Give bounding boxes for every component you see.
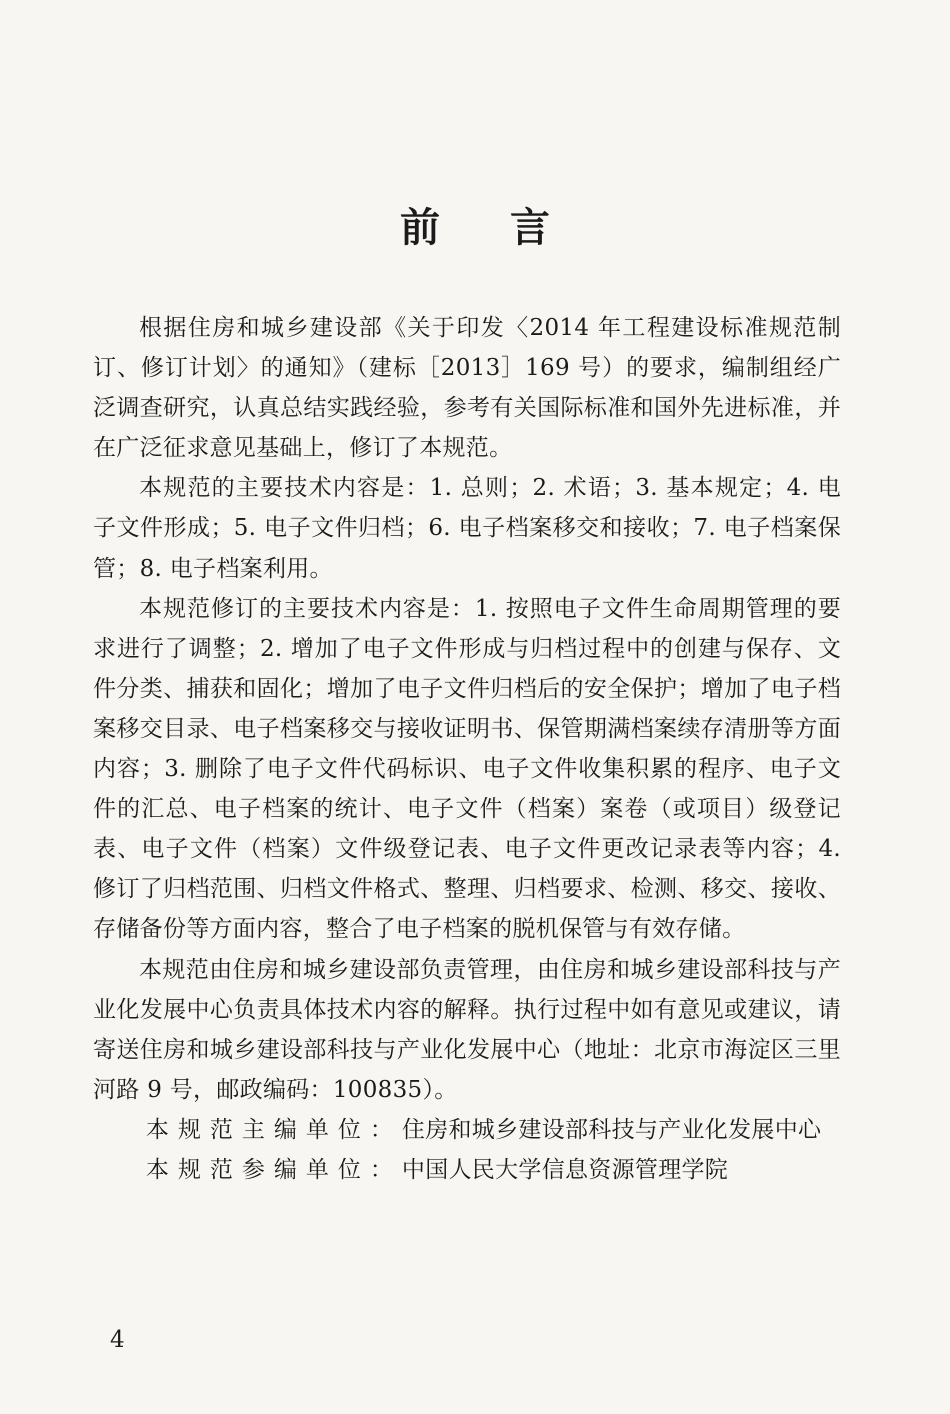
paragraph-management: 本规范由住房和城乡建设部负责管理，由住房和城乡建设部科技与产业化发展中心负责具体技术内容的解释。执行过程中如有意见或建议，请寄送住房和城乡建设部科技与产业化发展中心（地址：北京市海淀区三里河路 9 号，邮政编码：100835）。	[93, 956, 841, 1103]
participating-label: 本规范参编单位：	[145, 1156, 402, 1183]
page-number: 4	[110, 1327, 125, 1353]
participating-value: 中国人民大学信息资源管理学院	[401, 1156, 729, 1183]
chief-editor-label: 本规范主编单位：	[145, 1116, 402, 1143]
paragraph-revision-changes: 本规范修订的主要技术内容是：1. 按照电子文件生命周期管理的要求进行了调整；2. 增加了电子文件形成与归档过程中的创建与保存、文件分类、捕获和固化；增加了电子文件归档后的安全保护；增加了电子档案移交目录、电子档案移交与接收证明书、保管期满档案续存清册等方面内容；3. 删除了电子文件代码标识、电子文件收集积累的程序、电子文件的汇总、电子档案的统计、电子文件（档案）案卷（或项目）级登记表、电子文件（档案）文件级登记表、电子文件更改记录表等内容；4. 修订了归档范围、归档文件格式、整理、归档要求、检测、移交、接收、存储备份等方面内容，整合了电子档案的脱机保管与有效存储。	[93, 595, 841, 943]
paragraph-revision-basis: 根据住房和城乡建设部《关于印发〈2014 年工程建设标准规范制订、修订计划〉的通知》（建标［2013］169 号）的要求，编制组经广泛调查研究，认真总结实践经验，参考有关国际标准和国外先进标准，并在广泛征求意见基础上，修订了本规范。	[93, 315, 841, 462]
participating-unit	[93, 1150, 841, 1190]
preface-body	[93, 308, 841, 1190]
chief-editor-value: 住房和城乡建设部科技与产业化发展中心	[401, 1116, 822, 1143]
chief-editor-unit	[93, 1110, 841, 1150]
paragraph-main-content: 本规范的主要技术内容是：1. 总则；2. 术语；3. 基本规定；4. 电子文件形成；5. 电子文件归档；6. 电子档案移交和接收；7. 电子档案保管；8. 电子档案利用。	[93, 475, 841, 582]
page-title: 前言	[400, 204, 620, 251]
